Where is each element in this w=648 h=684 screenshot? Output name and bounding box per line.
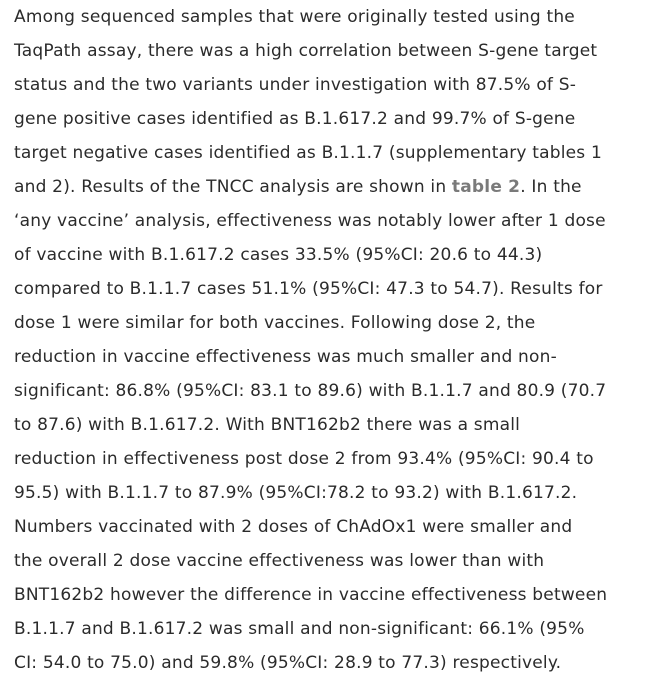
paragraph-line: BNT162b2 however the difference in vaccine effectiveness between <box>14 585 608 605</box>
article-paragraph <box>14 0 646 680</box>
paragraph-line: Numbers vaccinated with 2 doses of ChAdOx1 were smaller and <box>14 517 573 537</box>
table-2-link[interactable]: table 2 <box>451 177 521 197</box>
paragraph-line <box>14 170 646 204</box>
paragraph-line-text: and 2). Results of the TNCC analysis are shown in <box>14 177 452 197</box>
paragraph-line: dose 1 were similar for both vaccines. Following dose 2, the <box>14 313 536 333</box>
paragraph-line: Among sequenced samples that were originally tested using the <box>14 7 575 27</box>
paragraph-line: 95.5) with B.1.1.7 to 87.9% (95%CI:78.2 to 93.2) with B.1.617.2. <box>14 483 578 503</box>
paragraph-line: reduction in vaccine effectiveness was much smaller and non- <box>14 347 557 367</box>
paragraph-line: status and the two variants under investigation with 87.5% of S- <box>14 75 577 95</box>
paragraph-line: the overall 2 dose vaccine effectiveness was lower than with <box>14 551 545 571</box>
paragraph-line: to 87.6) with B.1.617.2. With BNT162b2 there was a small <box>14 415 521 435</box>
paragraph-line: significant: 86.8% (95%CI: 83.1 to 89.6) with B.1.1.7 and 80.9 (70.7 <box>14 381 607 401</box>
paragraph-line-text: . In the <box>520 177 582 197</box>
paragraph-line: of vaccine with B.1.617.2 cases 33.5% (95%CI: 20.6 to 44.3) <box>14 245 543 265</box>
paragraph-line: B.1.1.7 and B.1.617.2 was small and non-significant: 66.1% (95% <box>14 619 585 639</box>
paragraph-line: ‘any vaccine’ analysis, effectiveness was notably lower after 1 dose <box>14 211 606 231</box>
paragraph-line: target negative cases identified as B.1.1.7 (supplementary tables 1 <box>14 143 602 163</box>
paragraph-line: gene positive cases identified as B.1.617.2 and 99.7% of S-gene <box>14 109 576 129</box>
paragraph-line: TaqPath assay, there was a high correlation between S-gene target <box>14 41 598 61</box>
paragraph-line: reduction in effectiveness post dose 2 from 93.4% (95%CI: 90.4 to <box>14 449 594 469</box>
paragraph-line: CI: 54.0 to 75.0) and 59.8% (95%CI: 28.9 to 77.3) respectively. <box>14 653 562 673</box>
paragraph-line: compared to B.1.1.7 cases 51.1% (95%CI: 47.3 to 54.7). Results for <box>14 279 603 299</box>
